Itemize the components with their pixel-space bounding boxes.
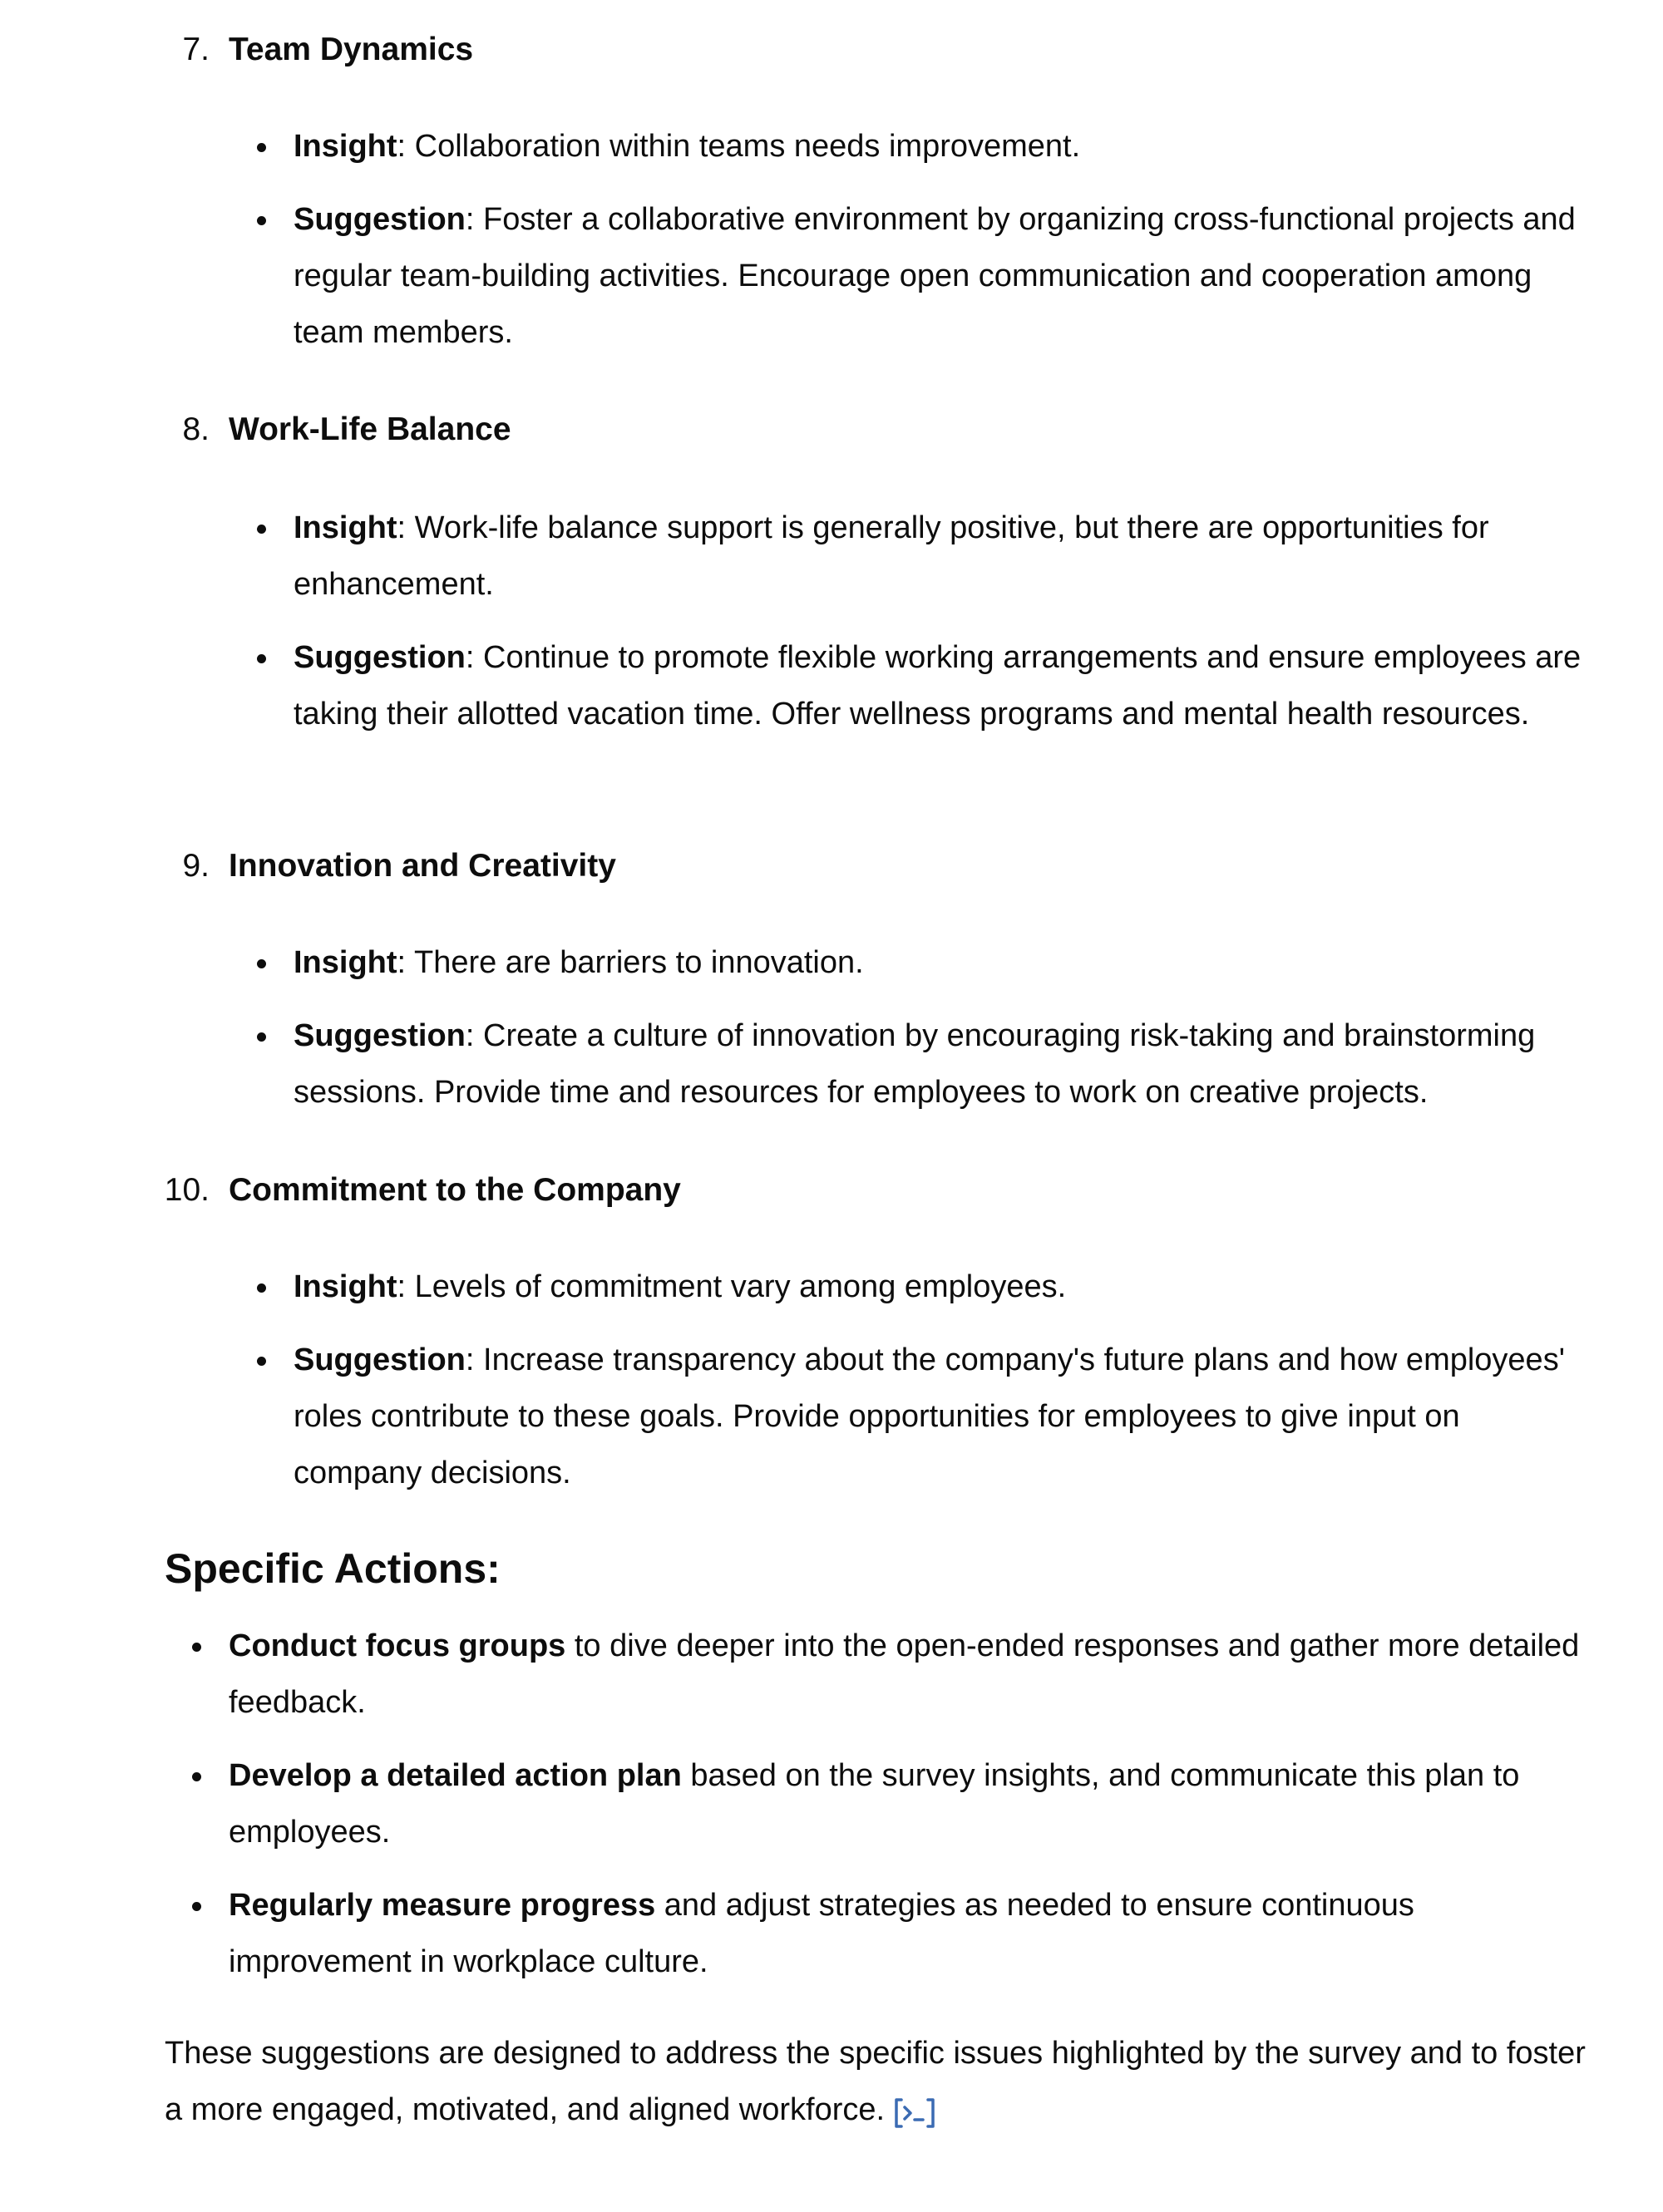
bullet-icon (257, 654, 266, 663)
bullet-icon (192, 1902, 201, 1911)
bullet-icon (257, 1283, 266, 1293)
section-heading (165, 25, 1595, 75)
section-heading (165, 405, 1595, 455)
item-text: : Continue to promote flexible working arrangements and ensure employees are taking their allotted vacation time. Offer wellness programs and mental health resources. (294, 640, 1582, 732)
action-text: based on the survey insights, and communicate this plan to employees. (229, 1758, 1520, 1850)
section-number: 7. (182, 32, 210, 67)
action-text: and adjust strategies as needed to ensure continuous improvement in workplace culture. (229, 1888, 1414, 1979)
action-bold: Regularly measure progress (229, 1888, 656, 1923)
item-text: : Work-life balance support is generally positive, but there are opportunities for enhancement. (294, 510, 1489, 602)
section-number: 8. (182, 411, 210, 447)
action-bold: Conduct focus groups (229, 1628, 566, 1663)
section-title: Commitment to the Company (229, 1172, 681, 1208)
list-item (165, 934, 1595, 991)
item-label: Suggestion (294, 202, 466, 237)
bullet-icon (257, 525, 266, 534)
item-text: : Levels of commitment vary among employees. (397, 1269, 1067, 1304)
item-label: Insight (294, 1269, 397, 1304)
list-item (165, 1747, 1595, 1860)
action-text: to dive deeper into the open-ended responses and gather more detailed feedback. (229, 1628, 1580, 1720)
bullet-icon (192, 1772, 201, 1781)
bullet-icon (257, 143, 266, 152)
list-item (165, 1877, 1595, 1990)
list-item (165, 500, 1595, 613)
section-list (165, 934, 1595, 1121)
list-item (165, 629, 1595, 742)
section-title: Work-Life Balance (229, 411, 511, 447)
list-item (165, 191, 1595, 361)
bullet-icon (257, 1032, 266, 1042)
item-label: Insight (294, 945, 397, 980)
section-list (165, 1259, 1595, 1501)
list-item (165, 1007, 1595, 1121)
bullet-icon (257, 216, 266, 225)
item-text: : There are barriers to innovation. (397, 945, 864, 980)
item-label: Insight (294, 129, 397, 164)
list-item (165, 118, 1595, 175)
bullet-icon (257, 1357, 266, 1366)
closing-text: These suggestions are designed to address the specific issues highlighted by the survey and to foster a more engaged, motivated, and aligned workforce. (165, 2036, 1586, 2127)
section-heading (165, 841, 1595, 891)
section-title: Team Dynamics (229, 32, 474, 67)
section-list (165, 500, 1595, 742)
section-number: 9. (182, 848, 210, 884)
specific-actions-section (165, 1540, 1595, 2007)
list-item (165, 1618, 1595, 1731)
list-item (165, 1259, 1595, 1315)
section-heading (165, 1165, 1595, 1215)
code-analysis-icon[interactable] (893, 2091, 936, 2125)
item-label: Suggestion (294, 1018, 466, 1053)
action-bold: Develop a detailed action plan (229, 1758, 682, 1793)
item-label: Suggestion (294, 640, 466, 675)
section-innovation-creativity (165, 841, 1595, 1137)
item-label: Suggestion (294, 1342, 466, 1377)
section-title: Innovation and Creativity (229, 848, 616, 884)
section-work-life-balance (165, 405, 1595, 759)
specific-actions-list (165, 1618, 1595, 1990)
item-label: Insight (294, 510, 397, 545)
item-text: : Collaboration within teams needs improvement. (397, 129, 1081, 164)
list-item (165, 1332, 1595, 1501)
item-text: : Increase transparency about the company's future plans and how employees' roles contribute to these goals. Provide opportunities for employees to give input on company decisions. (294, 1342, 1565, 1490)
section-list (165, 118, 1595, 361)
bullet-icon (257, 959, 266, 968)
bullet-icon (192, 1643, 201, 1652)
section-commitment (165, 1165, 1595, 1518)
item-text: : Create a culture of innovation by encouraging risk-taking and brainstorming sessions. Provide time and resources for employees to work on creative projects. (294, 1018, 1536, 1110)
specific-actions-heading: Specific Actions: (165, 1545, 501, 1592)
closing-paragraph (165, 2025, 1595, 2138)
section-team-dynamics (165, 25, 1595, 377)
section-number: 10. (164, 1172, 210, 1208)
item-text: : Foster a collaborative environment by organizing cross-functional projects and regular team-building activities. Encourage open communication and cooperation among team members. (294, 202, 1576, 350)
